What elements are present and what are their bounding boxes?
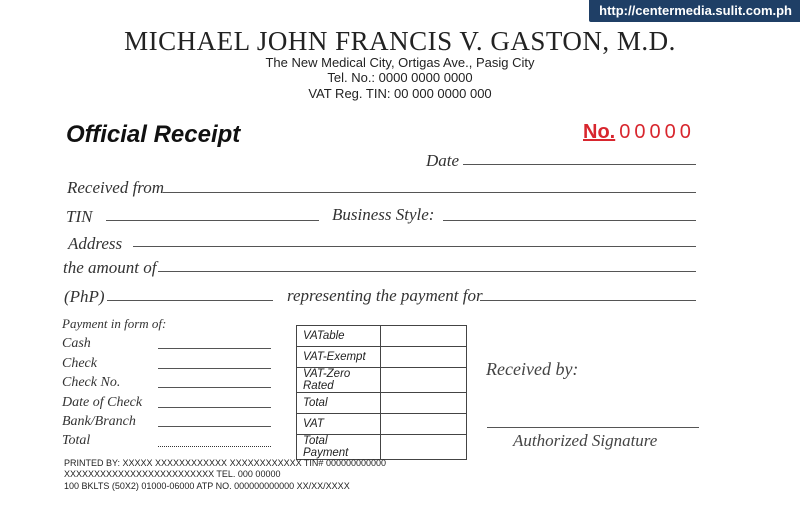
vat-registration-tin: VAT Reg. TIN: 00 000 0000 000: [308, 86, 492, 101]
signature-field[interactable]: [487, 427, 699, 428]
vat-row-value[interactable]: [381, 368, 467, 393]
printer-info-line-3: 100 BKLTS (50X2) 01000-06000 ATP NO. 000000000000 XX/XX/XXXX: [64, 481, 350, 491]
payment-check-field[interactable]: [158, 368, 271, 369]
vat-row-label: VATable: [297, 326, 381, 347]
receipt-number-label: No.: [583, 121, 616, 143]
vat-row-label: Total Payment: [297, 435, 381, 460]
tin-label: TIN: [66, 207, 93, 226]
payment-check-date-field[interactable]: [158, 407, 271, 408]
php-label: (PhP): [64, 287, 105, 306]
vat-row: [297, 435, 467, 460]
printer-info-line-2: XXXXXXXXXXXXXXXXXXXXXXXXX TEL. 000 00000: [64, 469, 281, 479]
payment-form-heading: Payment in form of:: [62, 316, 167, 331]
payment-total-field[interactable]: [158, 446, 271, 447]
representing-field[interactable]: [480, 300, 696, 301]
received-by-label: Received by:: [486, 359, 579, 379]
printer-info-line-1: PRINTED BY: XXXXX XXXXXXXXXXXX XXXXXXXXXXXX TIN# 000000000000: [64, 458, 387, 468]
vat-row-value[interactable]: [381, 414, 467, 435]
vat-row-value[interactable]: [381, 435, 467, 460]
date-label: Date: [426, 151, 460, 170]
representing-label: representing the payment for: [287, 286, 483, 305]
vat-breakdown-table: [296, 325, 467, 460]
payment-check-no-label: Check No.: [62, 375, 121, 390]
address-label: Address: [68, 234, 123, 253]
amount-of-label: the amount of: [63, 258, 157, 277]
payment-cash-label: Cash: [62, 336, 91, 351]
vat-row-label: VAT-Exempt: [297, 347, 381, 368]
source-url-badge: http://centermedia.sulit.com.ph: [589, 0, 800, 22]
date-field[interactable]: [463, 164, 696, 165]
php-amount-field[interactable]: [107, 300, 273, 301]
vat-row-value[interactable]: [381, 326, 467, 347]
vat-row: [297, 326, 467, 347]
receipt-number-value: 00000: [619, 121, 695, 143]
address-field[interactable]: [133, 246, 696, 247]
clinic-telephone: Tel. No.: 0000 0000 0000: [327, 70, 473, 85]
vat-row-label: VAT: [297, 414, 381, 435]
vat-row-label: Total: [297, 393, 381, 414]
vat-row: [297, 393, 467, 414]
payment-bank-branch-field[interactable]: [158, 426, 271, 427]
business-style-field[interactable]: [443, 220, 696, 221]
clinic-address: The New Medical City, Ortigas Ave., Pasig City: [265, 55, 535, 70]
vat-row: [297, 347, 467, 368]
tin-field[interactable]: [106, 220, 319, 221]
received-from-field[interactable]: [163, 192, 696, 193]
authorized-signature-label: Authorized Signature: [513, 431, 658, 450]
receipt-title: Official Receipt: [66, 121, 241, 148]
payment-check-no-field[interactable]: [158, 387, 271, 388]
doctor-name: MICHAEL JOHN FRANCIS V. GASTON, M.D.: [124, 26, 676, 56]
payment-bank-branch-label: Bank/Branch: [62, 414, 136, 429]
received-from-label: Received from: [67, 178, 165, 197]
receipt-number: [583, 121, 695, 144]
vat-row: [297, 368, 467, 393]
vat-row-value[interactable]: [381, 393, 467, 414]
vat-row: [297, 414, 467, 435]
amount-words-field[interactable]: [158, 271, 696, 272]
payment-total-label: Total: [62, 433, 91, 448]
payment-check-label: Check: [62, 356, 97, 371]
vat-row-value[interactable]: [381, 347, 467, 368]
payment-cash-field[interactable]: [158, 348, 271, 349]
business-style-label: Business Style:: [332, 205, 435, 224]
vat-row-label: VAT-Zero Rated: [297, 368, 381, 393]
payment-check-date-label: Date of Check: [62, 395, 143, 410]
